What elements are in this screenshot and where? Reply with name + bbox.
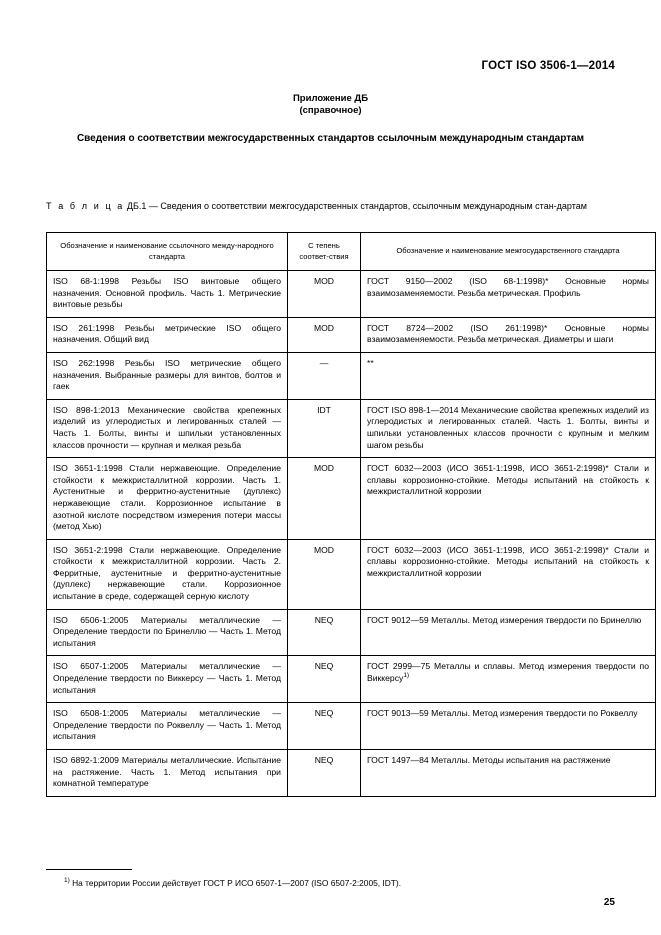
column-header-gost: Обозначение и наименование межгосударственного стандарта — [361, 233, 656, 271]
cell-gost: ** — [361, 352, 656, 399]
cell-degree: NEQ — [288, 609, 361, 656]
cell-reference: ISO 261:1998 Резьбы метрические ISO общего назначения. Общий вид — [47, 317, 288, 352]
cell-gost: ГОСТ 8724—2002 (ISO 261:1998)* Основные нормы взаимозаменяемости. Резьба метрическая. Диаметры и шаги — [361, 317, 656, 352]
cell-reference: ISO 3651-1:1998 Стали нержавеющие. Определение стойкости к межкристаллитной коррозии. Часть 1. Аустенитные и ферритно-аустенитные (дуплекс) нержавеющие стали. Коррозионное испытание в азотной кислоте посредством измерения потери массы (метод Хью) — [47, 458, 288, 540]
cell-reference: ISO 6507-1:2005 Материалы металлические — Определение твердости по Виккерсу — Часть 1. Метод испытания — [47, 656, 288, 703]
page-number: 25 — [603, 897, 615, 908]
cell-degree: MOD — [288, 271, 361, 318]
table-row — [47, 271, 656, 318]
cell-degree: NEQ — [288, 750, 361, 797]
appendix-subtitle: (справочное) — [299, 105, 362, 116]
footnote — [64, 877, 616, 889]
column-header-reference: Обозначение и наименование ссылочного между-народного стандарта — [47, 233, 288, 271]
cell-gost: ГОСТ ISO 898-1—2014 Механические свойства крепежных изделий из углеродистых и легированных сталей. Часть 1. Болты, винты и шпильки установленных классов прочности с крупным и мелким шагом резьбы — [361, 399, 656, 457]
table-row — [47, 458, 656, 540]
cell-gost: ГОСТ 6032—2003 (ИСО 3651-1:1998, ИСО 3651-2:1998)* Стали и сплавы коррозионно-стойкие. Методы испытаний на стойкость к межкристаллитной коррозии — [361, 458, 656, 540]
cell-gost: ГОСТ 9150—2002 (ISO 68-1:1998)* Основные нормы взаимозаменяемости. Резьба метрическая. Профиль — [361, 271, 656, 318]
table-row — [47, 399, 656, 457]
cell-reference: ISO 262:1998 Резьбы ISO метрические общего назначения. Выбранные размеры для винтов, болтов и гаек — [47, 352, 288, 399]
table-caption-text: ДБ.1 — Сведения о соответствии межгосударственных стандартов, ссылочным международным стан-дартам — [126, 201, 587, 211]
cell-reference: ISO 3651-2:1998 Стали нержавеющие. Определение стойкости к межкристаллитной коррозии. Часть 2. Ферритные, аустенитные и ферритно-аустенитные (дуплекс) нержавеющие стали. Коррозионное испытание в среде, содержащей серную кислоту — [47, 539, 288, 609]
cell-gost — [361, 656, 656, 703]
column-header-degree: С тепень соответ-ствия — [288, 233, 361, 271]
cell-reference: ISO 6508-1:2005 Материалы металлические — Определение твердости по Роквеллу — Часть 1. Метод испытания — [47, 703, 288, 750]
footnote-marker: 1) — [403, 672, 410, 680]
table-row — [47, 317, 656, 352]
correspondence-table — [46, 232, 656, 797]
table-header-row — [47, 233, 656, 271]
footnote-divider — [46, 869, 132, 870]
cell-reference: ISO 68-1:1998 Резьбы ISO винтовые общего назначения. Основной профиль. Часть 1. Метрические винтовые резьбы — [47, 271, 288, 318]
table-row — [47, 703, 656, 750]
cell-gost-text: ГОСТ 2999—75 Металлы и сплавы. Метод измерения твердости по Виккерсу — [367, 661, 649, 684]
cell-gost: ГОСТ 6032—2003 (ИСО 3651-1:1998, ИСО 3651-2:1998)* Стали и сплавы коррозионно-стойкие. Методы испытаний на стойкость к межкристаллитной коррозии — [361, 539, 656, 609]
table-row — [47, 609, 656, 656]
table-row — [47, 539, 656, 609]
footnote-text: На территории России действует ГОСТ Р ИСО 6507-1—2007 (ISO 6507-2:2005, IDT). — [72, 878, 402, 888]
page-title: Сведения о соответствии межгосударственных стандартов ссылочным международным стандартам — [76, 133, 585, 144]
cell-reference: ISO 898-1:2013 Механические свойства крепежных изделий из углеродистых и легированных сталей — Часть 1. Болты, винты и шпильки установленных классов прочности — крупная и мелкая резьба — [47, 399, 288, 457]
table-row — [47, 656, 656, 703]
cell-degree: MOD — [288, 317, 361, 352]
cell-reference: ISO 6892-1:2009 Материалы металлические. Испытание на растяжение. Часть 1. Метод испытания при комнатной температуре — [47, 750, 288, 797]
appendix-title: Приложение ДБ — [292, 93, 369, 104]
cell-degree: NEQ — [288, 703, 361, 750]
table-caption-label: Т а б л и ц а — [46, 201, 125, 211]
cell-degree: MOD — [288, 458, 361, 540]
cell-gost: ГОСТ 1497—84 Металлы. Методы испытания на растяжение — [361, 750, 656, 797]
cell-degree: IDT — [288, 399, 361, 457]
cell-degree: NEQ — [288, 656, 361, 703]
cell-degree: — — [288, 352, 361, 399]
cell-reference: ISO 6506-1:2005 Материалы металлические — Определение твердости по Бринеллю — Часть 1. Метод испытания — [47, 609, 288, 656]
footnote-number: 1) — [64, 877, 70, 885]
cell-degree: MOD — [288, 539, 361, 609]
cell-gost: ГОСТ 9013—59 Металлы. Метод измерения твердости по Роквеллу — [361, 703, 656, 750]
table-caption — [46, 200, 616, 213]
table-row — [47, 750, 656, 797]
table-row — [47, 352, 656, 399]
cell-gost: ГОСТ 9012—59 Металлы. Метод измерения твердости по Бринеллю — [361, 609, 656, 656]
page-header-standard: ГОСТ ISO 3506-1—2014 — [481, 60, 615, 72]
